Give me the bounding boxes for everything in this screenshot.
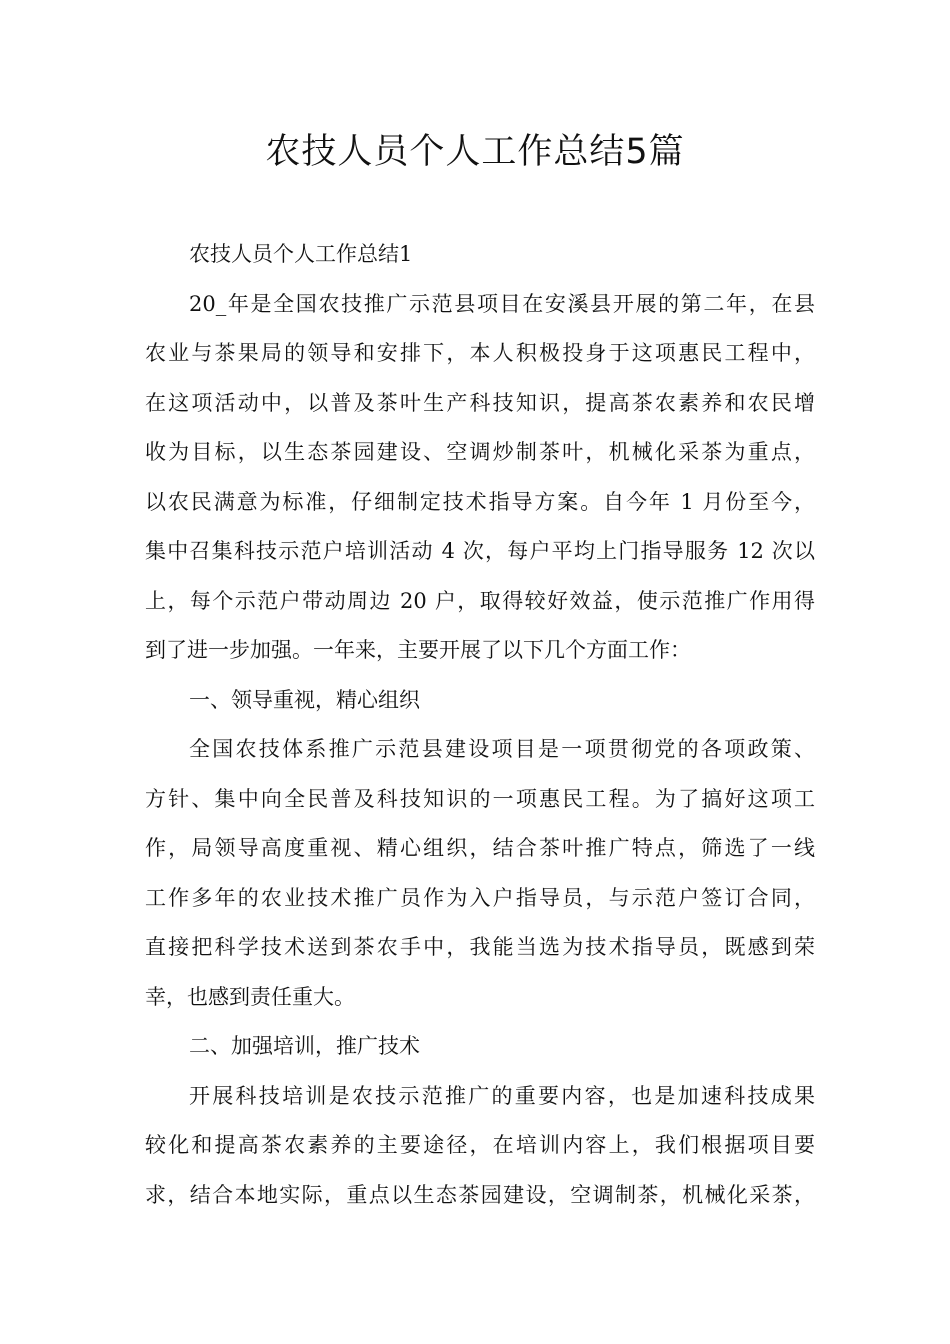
text-line: 上，每个示范户带动周边 20 户，取得较好效益，使示范推广作用得 xyxy=(145,588,815,613)
text-line: 方针、集中向全民普及科技知识的一项惠民工程。为了搞好这项工 xyxy=(145,786,815,811)
text-line: 收为目标，以生态茶园建设、空调炒制茶叶，机械化采茶为重点， xyxy=(145,440,815,464)
text-line: 求，结合本地实际，重点以生态茶园建设，空调制茶，机械化采茶， xyxy=(145,1182,815,1207)
text-line: 集中召集科技示范户培训活动 4 次，每户平均上门指导服务 12 次以 xyxy=(145,539,815,563)
text-line: 到了进一步加强。一年来，主要开展了以下几个方面工作： xyxy=(145,638,691,662)
text-line: 直接把科学技术送到茶农手中，我能当选为技术指导员，既感到荣 xyxy=(145,935,815,959)
text-line: 全国农技体系推广示范县建设项目是一项贯彻党的各项政策、 xyxy=(189,737,815,761)
text-line: 20_年是全国农技推广示范县项目在安溪县开展的第二年，在县 xyxy=(189,291,815,316)
text-line: 一、领导重视，精心组织 xyxy=(189,687,420,712)
text-line: 幸，也感到责任重大。 xyxy=(145,984,355,1009)
text-line: 较化和提高茶农素养的主要途径，在培训内容上，我们根据项目要 xyxy=(145,1133,815,1157)
text-line: 作，局领导高度重视、精心组织，结合茶叶推广特点，筛选了一线 xyxy=(145,836,815,860)
text-line: 开展科技培训是农技示范推广的重要内容，也是加速科技成果 xyxy=(189,1083,815,1108)
text-line: 农技人员个人工作总结1 xyxy=(189,242,413,266)
text-line: 农业与茶果局的领导和安排下，本人积极投身于这项惠民工程中， xyxy=(145,341,815,365)
text-line: 二、加强培训，推广技术 xyxy=(189,1034,420,1058)
text-line: 在这项活动中，以普及茶叶生产科技知识，提高茶农素养和农民增 xyxy=(145,390,815,415)
page-title: 农技人员个人工作总结5篇 xyxy=(265,132,685,172)
text-line: 工作多年的农业技术推广员作为入户指导员，与示范户签订合同， xyxy=(145,885,815,910)
document-body xyxy=(145,230,815,1220)
text-line: 以农民满意为标准，仔细制定技术指导方案。自今年 1 月份至今， xyxy=(145,489,815,514)
